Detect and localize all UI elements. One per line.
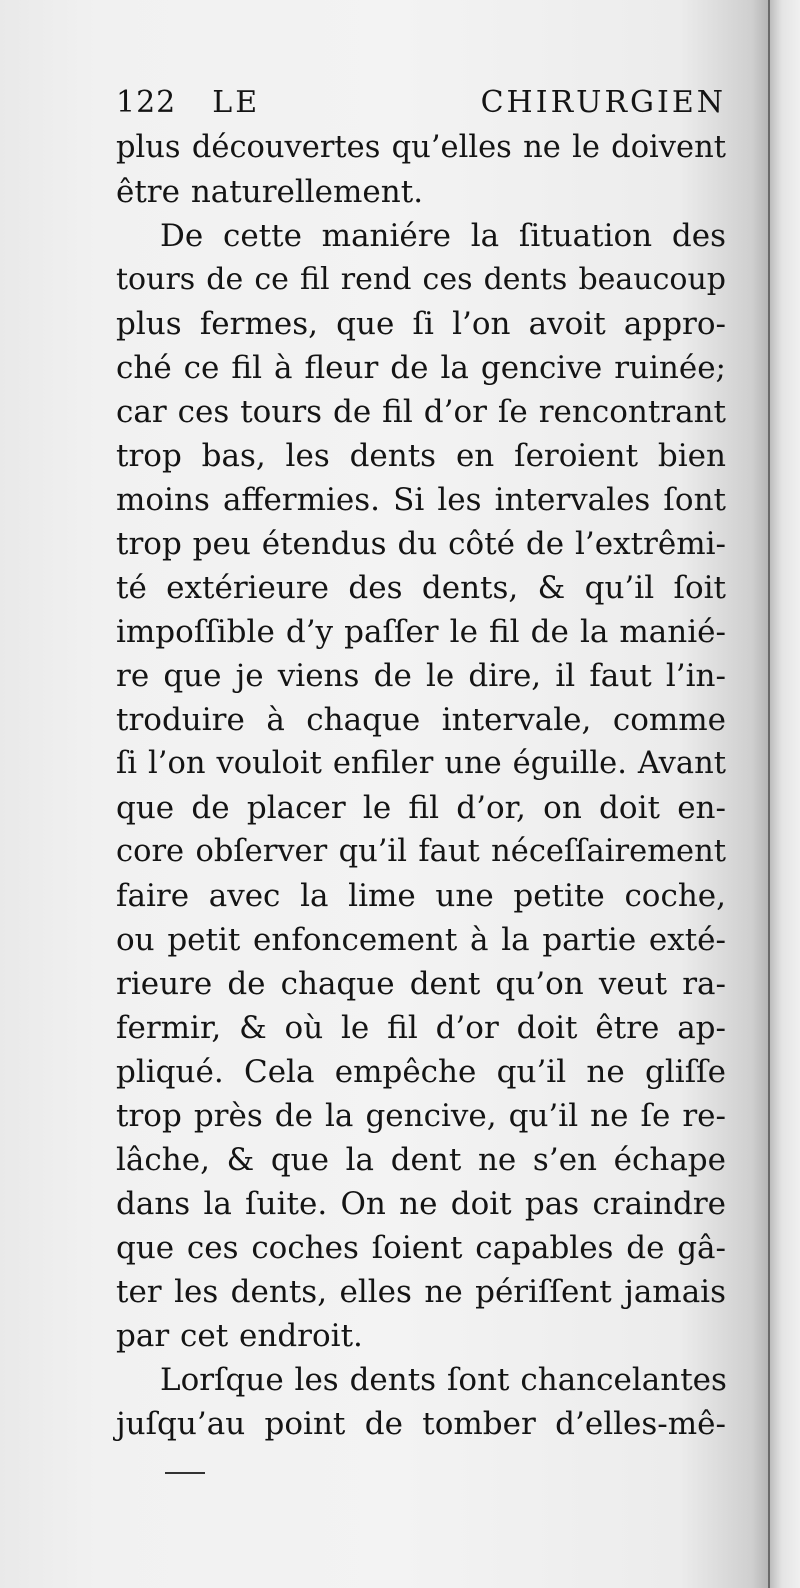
running-header xyxy=(116,80,726,126)
text-line: être naturellement. xyxy=(116,174,424,210)
paragraph-2 xyxy=(116,214,726,1358)
text-line: ché ce fil à fleur de la gencive ruinée; xyxy=(116,350,726,386)
text-line: faire avec la lime une petite coche, xyxy=(116,878,726,914)
text-line: juſqu’au point de tomber d’elles-mê- xyxy=(116,1406,726,1442)
page-gutter xyxy=(768,0,800,1588)
text-line: ſi l’on vouloit enfiler une éguille. Avant xyxy=(116,746,726,781)
text-line: trop près de la gencive, qu’il ne ſe re- xyxy=(116,1098,726,1134)
text-line: impoſſible d’y paſſer le fil de la manié- xyxy=(116,614,726,650)
text-line: dans la ſuite. On ne doit pas craindre xyxy=(116,1186,726,1222)
text-line: fermir, & où le fil d’or doit être ap- xyxy=(116,1010,726,1046)
text-line: ou petit enfoncement à la partie exté- xyxy=(116,922,726,958)
text-line: té extérieure des dents, & qu’il ſoit xyxy=(116,570,726,606)
text-line: ter les dents, elles ne périſſent jamais xyxy=(116,1274,726,1310)
text-line: rieure de chaque dent qu’on veut ra- xyxy=(116,966,726,1002)
catchword-mark xyxy=(165,1472,205,1474)
paragraph-1 xyxy=(116,126,726,214)
text-line: pliqué. Cela empêche qu’il ne gliſſe xyxy=(116,1054,726,1090)
text-line: De cette maniére la ſituation des xyxy=(160,218,726,254)
text-line: core obſerver qu’il faut néceſſairement xyxy=(116,834,726,869)
text-line: plus découvertes qu’elles ne le doivent xyxy=(116,130,726,165)
paragraph-3 xyxy=(116,1358,726,1446)
text-line: tours de ce fil rend ces dents beaucoup xyxy=(116,262,726,297)
text-line: que ces coches ſoient capables de gâ- xyxy=(116,1230,726,1266)
text-line: Lorſque les dents ſont chancelantes xyxy=(160,1362,727,1398)
text-line: par cet endroit. xyxy=(116,1318,363,1354)
text-line: plus fermes, que ſi l’on avoit appro- xyxy=(116,306,726,342)
text-line: lâche, & que la dent ne s’en échape xyxy=(116,1142,726,1178)
page-number: 122 xyxy=(116,85,177,120)
text-line: que de placer le fil d’or, on doit en- xyxy=(116,790,726,826)
running-title: LE CHIRURGIEN xyxy=(212,85,726,120)
page-text xyxy=(116,80,726,1446)
text-line: troduire à chaque intervale, comme xyxy=(116,702,726,738)
text-line: trop bas, les dents en ſeroient bien xyxy=(116,438,726,474)
text-line: re que je viens de le dire, il faut l’in- xyxy=(116,658,726,694)
text-line: trop peu étendus du côté de l’extrêmi- xyxy=(116,526,726,562)
text-line: moins affermies. Si les intervales ſont xyxy=(116,482,726,518)
text-line: car ces tours de fil d’or ſe rencontrant xyxy=(116,394,726,430)
